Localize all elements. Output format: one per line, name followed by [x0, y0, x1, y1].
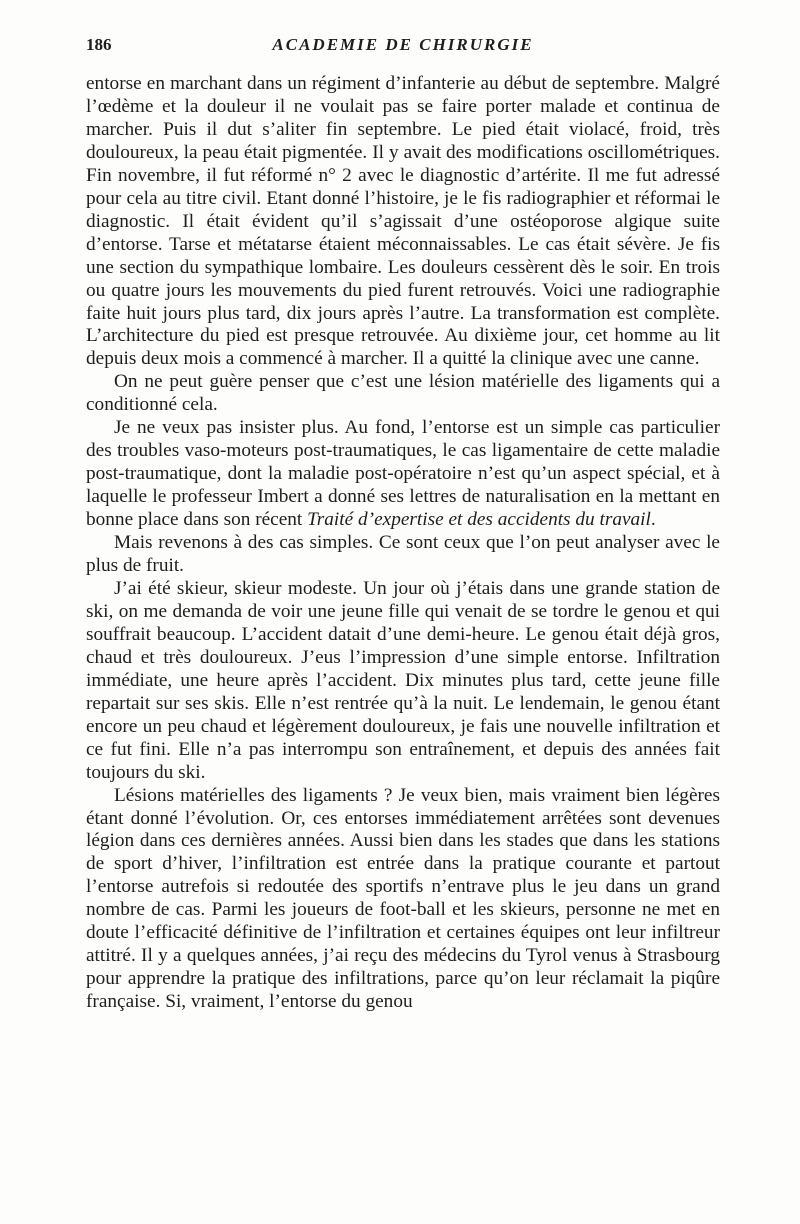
paragraph-text: Je ne veux pas insister plus. Au fond, l’entorse est un simple cas particulier des troubles vaso-moteurs post-traumatiques, le cas ligamentaire de cette maladie post-traumatique, dont la maladie post-opératoire n’est qu’un aspect spécial, et à laquelle le professeur Imbert a donné ses lettres de naturalisation en la mettant en bonne place dans son récent — [86, 417, 720, 531]
paragraph-infiltration-practice: Lésions matérielles des ligaments ? Je veux bien, mais vraiment bien légères étant donné l’évolution. Or, ces entorses immédiatement arrêtées sont devenues légion dans ces dernières années. Aussi bien dans les stades que dans les stations de sport d’hiver, l’infiltration est entrée dans la pratique courante et partout l’entorse autrefois si redoutée des sportifs n’entrave plus le jeu dans un grand nombre de cas. Parmi les joueurs de foot-ball et les skieurs, personne ne met en doute l’efficacité définitive de l’infiltration et certaines équipes ont leur infiltreur attitré. Il y a quelques années, j’ai reçu des médecins du Tyrol venus à Strasbourg pour apprendre la pratique des infiltrations, parce qu’on leur réclamait la piqûre française. Si, vraiment, l’entorse du genou — [86, 784, 720, 1013]
page-header — [86, 34, 720, 56]
page-number: 186 — [86, 35, 112, 54]
paragraph-text-end: . — [650, 509, 656, 531]
running-title: ACADEMIE DE CHIRURGIE — [272, 35, 534, 54]
book-title: Traité d’expertise et des accidents du travail — [307, 509, 651, 531]
paragraph-continued: entorse en marchant dans un régiment d’infanterie au début de septembre. Malgré l’œdème et la douleur il ne voulait pas se faire porter malade et continua de marcher. Puis il dut s’aliter fin septembre. Le pied était violacé, froid, très douloureux, la peau était pigmentée. Il y avait des modifications oscillométriques. Fin novembre, il fut réformé n° 2 avec le diagnostic d’artérite. Il me fut adressé pour cela au titre civil. Etant donné l’histoire, je le fis radiographier et réformai le diagnostic. Il était évident qu’il s’agissait d’une ostéoporose algique suite d’entorse. Tarse et métatarse étaient méconnaissables. Le cas était sévère. Je fis une section du sympathique lombaire. Les douleurs cessèrent dès le soir. En trois ou quatre jours les mouvements du pied furent retrouvés. Voici une radiographie faite huit jours plus tard, dix jours après l’autre. La transformation est complète. L’architecture du pied est presque retrouvée. Au dixième jour, cet homme au lit depuis deux mois a commencé à marcher. Il a quitté la clinique avec une canne. — [86, 73, 720, 370]
body-text — [86, 73, 720, 1014]
paragraph-entorse-vasomotor — [86, 417, 720, 532]
paragraph-ski-case: J’ai été skieur, skieur modeste. Un jour où j’étais dans une grande station de ski, on me demanda de voir une jeune fille qui venait de se tordre le genou et qui souffrait beaucoup. L’accident datait d’une demi-heure. Le genou était déjà gros, chaud et très douloureux. J’eus l’impression d’une simple entorse. Infiltration immédiate, une heure après l’accident. Dix minutes plus tard, cette jeune fille repartait sur ses skis. Elle n’est rentrée qu’à la nuit. Le lendemain, le genou étant encore un peu chaud et légèrement douloureux, je fais une nouvelle infiltration et ce fut fini. Elle n’a pas interrompu son entraînement, et depuis des années fait toujours du ski. — [86, 577, 720, 783]
paragraph-simple-cases: Mais revenons à des cas simples. Ce sont ceux que l’on peut analyser avec le plus de fruit. — [86, 532, 720, 577]
paragraph-ligament-lesion: On ne peut guère penser que c’est une lésion matérielle des ligaments qui a conditionné cela. — [86, 371, 720, 416]
